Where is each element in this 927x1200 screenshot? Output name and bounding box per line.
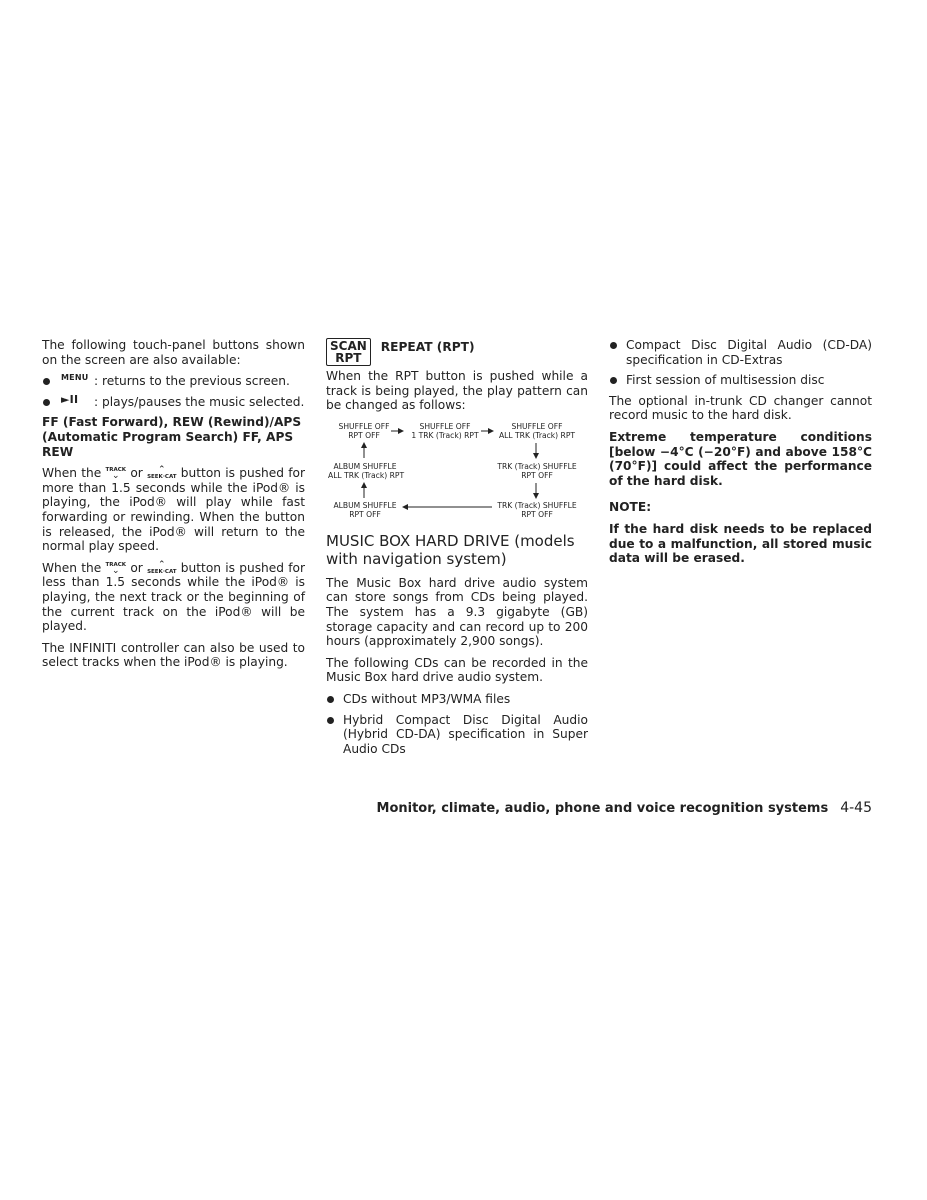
cd-changer-paragraph: The optional in-trunk CD changer cannot record music to the hard disk.: [609, 393, 872, 423]
column-1: [42, 338, 305, 677]
node-line: ALBUM SHUFFLE: [333, 461, 397, 471]
controller-paragraph: The INFINITI controller can also be used to select tracks when the iPod® is playing.: [42, 640, 305, 670]
note-label: NOTE:: [609, 500, 652, 515]
track-down-icon: TRACK ⌄: [105, 561, 127, 576]
section-title: MUSIC BOX HARD DRIVE (models with navigation system): [326, 531, 575, 568]
node-trk-shuffle-rpt-off-2: [494, 501, 580, 520]
play-pause-icon: ►II: [61, 392, 79, 406]
node-shuffle-off-alltrk-rpt: [494, 422, 580, 441]
node-line: ALBUM SHUFFLE: [333, 500, 397, 510]
play-pause-description: : plays/pauses the music selected.: [94, 394, 305, 409]
node-line: RPT OFF: [521, 471, 553, 481]
node-line: RPT OFF: [349, 510, 381, 520]
play-pause-item: [42, 392, 305, 410]
menu-button-description: : returns to the previous screen.: [94, 374, 290, 389]
node-line: 1 TRK (Track) RPT: [411, 431, 479, 441]
intro-paragraph: The following touch-panel buttons shown on the screen are also available:: [42, 338, 305, 367]
text-span: or: [130, 466, 143, 481]
node-line: ALL TRK (Track) RPT: [498, 431, 576, 441]
repeat-heading: REPEAT (RPT): [380, 340, 475, 354]
ff-rew-paragraph: [42, 466, 305, 554]
node-shuffle-off-1trk-rpt: [408, 422, 482, 441]
repeat-paragraph: When the RPT button is pushed while a track is being played, the play pattern can be changed as follows:: [326, 369, 588, 413]
track-label: TRACK: [105, 561, 127, 568]
aps-paragraph: [42, 561, 305, 634]
music-box-paragraph: The Music Box hard drive audio system can store songs from CDs being played. The system has a 9.3 gigabyte (GB) storage capacity and can record up to 200 hours (approximately 2,900 songs).: [326, 575, 588, 649]
text-span: or: [130, 560, 143, 575]
node-album-shuffle-rpt-off: [330, 501, 400, 520]
node-line: RPT OFF: [521, 510, 553, 520]
column-2: [326, 338, 588, 762]
seek-label: SEEK·CAT: [147, 474, 177, 481]
node-trk-shuffle-rpt-off-1: [494, 462, 580, 481]
footer-section-title: Monitor, climate, audio, phone and voice recognition systems: [376, 801, 829, 816]
list-item: Hybrid Compact Disc Digital Audio (Hybrid CD-DA) specification in Super Audio CDs: [326, 713, 588, 757]
seek-label: SEEK·CAT: [147, 568, 177, 575]
recordable-cds-paragraph: The following CDs can be recorded in the Music Box hard drive audio system.: [326, 655, 588, 685]
node-line: ALL TRK (Track) RPT: [328, 471, 405, 481]
scan-rpt-button-icon: [326, 338, 371, 366]
list-item: Compact Disc Digital Audio (CD-DA) specification in CD-Extras: [609, 338, 872, 367]
column-3: [609, 338, 872, 573]
text-span: When the: [42, 466, 102, 481]
menu-button-item: [42, 374, 305, 389]
bullet-icon: [43, 399, 50, 406]
page-footer: [377, 800, 872, 816]
repeat-heading-row: [326, 338, 588, 366]
node-line: RPT OFF: [348, 431, 380, 441]
track-label: TRACK: [105, 467, 127, 474]
node-album-shuffle-alltrk-rpt: [328, 461, 405, 481]
node-line: TRK (Track) SHUFFLE: [497, 461, 577, 471]
node-line: SHUFFLE OFF: [338, 421, 390, 431]
track-down-icon: TRACK ⌄: [105, 467, 127, 482]
list-item: CDs without MP3/WMA files: [326, 692, 588, 707]
ff-rew-heading: FF (Fast Forward), REW (Rewind)/APS (Automatic Program Search) FF, APS REW: [42, 415, 302, 459]
text-span: When the: [42, 560, 102, 575]
node-line: TRK (Track) SHUFFLE: [497, 500, 577, 510]
temperature-warning: Extreme temperature conditions [below −4°C (−20°F) and above 158°C (70°F)] could affect the performance of the hard disk.: [609, 429, 872, 488]
node-line: SHUFFLE OFF: [511, 421, 563, 431]
seek-up-icon: ⌃ SEEK·CAT: [147, 465, 177, 481]
rpt-label: RPT: [335, 351, 362, 365]
repeat-pattern-diagram: [326, 420, 588, 524]
text-span: button is pushed for less than 1.5 seconds while the iPod® is playing, the next track or the beginning of the current track on the iPod® will be played.: [42, 560, 306, 634]
node-line: SHUFFLE OFF: [419, 421, 471, 431]
menu-button-icon: MENU: [61, 373, 89, 383]
seek-up-icon: ⌃ SEEK·CAT: [147, 559, 177, 575]
list-item: First session of multisession disc: [609, 373, 872, 388]
scan-label: SCAN: [330, 339, 367, 353]
node-shuffle-off-rpt-off: [336, 422, 392, 441]
note-text: If the hard disk needs to be replaced due to a malfunction, all stored music data will be erased.: [609, 521, 872, 566]
page-number: 4-45: [840, 800, 872, 816]
bullet-icon: [43, 378, 50, 385]
text-span: button is pushed for more than 1.5 seconds while the iPod® is playing, the iPod® will play while fast forwarding or rewinding. When the button is released, the iPod® will return to the normal play speed.: [42, 466, 306, 554]
